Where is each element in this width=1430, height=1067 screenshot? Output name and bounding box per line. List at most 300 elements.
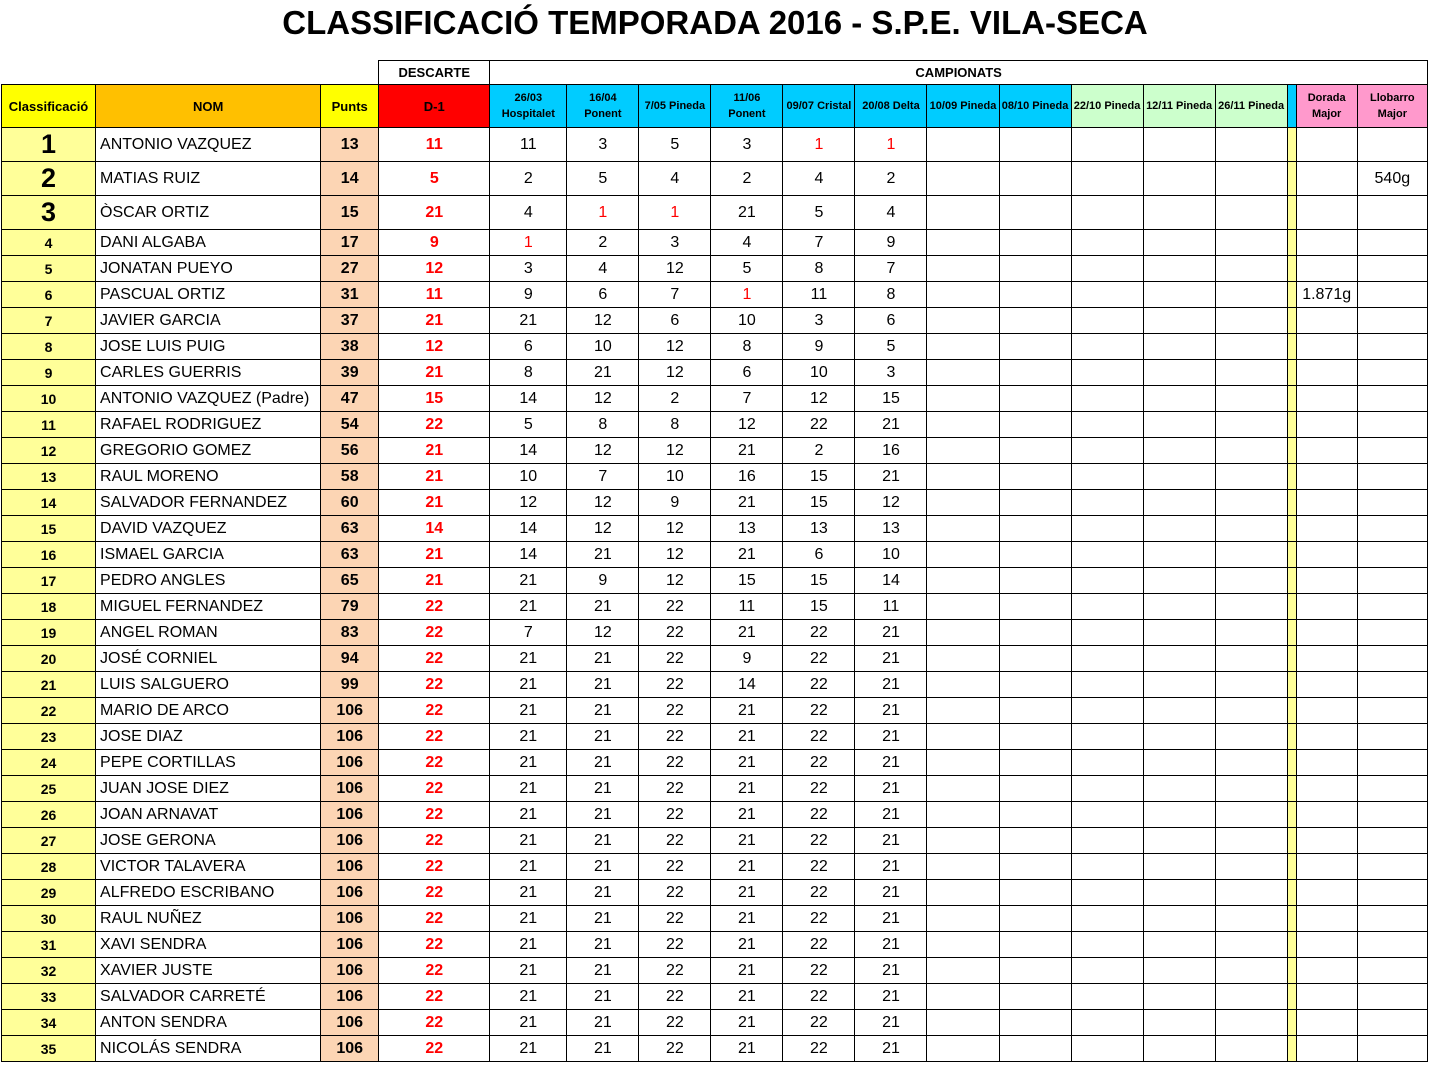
score-cell: [1071, 594, 1143, 620]
score-cell: [927, 386, 999, 412]
score-cell: 10: [639, 464, 711, 490]
dorada-cell: [1296, 162, 1357, 196]
score-cell: [927, 1036, 999, 1062]
score-cell: [1071, 516, 1143, 542]
score-cell: 12: [567, 386, 639, 412]
table-row: [2, 854, 1428, 880]
score-cell: 16: [855, 438, 927, 464]
score-cell: [927, 308, 999, 334]
score-cell: [1071, 360, 1143, 386]
score-cell: 22: [639, 906, 711, 932]
score-cell: 9: [639, 490, 711, 516]
score-cell: [999, 230, 1071, 256]
score-cell: [1143, 932, 1215, 958]
score-cell: 21: [490, 854, 567, 880]
name-cell: PEPE CORTILLAS: [96, 750, 321, 776]
position-cell: 17: [2, 568, 96, 594]
dorada-cell: [1296, 438, 1357, 464]
score-cell: [1071, 490, 1143, 516]
score-cell: [999, 828, 1071, 854]
score-cell: [1215, 412, 1287, 438]
score-cell: [1215, 282, 1287, 308]
score-cell: 21: [490, 724, 567, 750]
score-cell: 22: [783, 828, 855, 854]
score-cell: 14: [490, 438, 567, 464]
score-cell: 15: [855, 386, 927, 412]
score-cell: [1071, 620, 1143, 646]
score-cell: [927, 196, 999, 230]
name-cell: XAVIER JUSTE: [96, 958, 321, 984]
score-cell: [1143, 464, 1215, 490]
extra-header: [1296, 85, 1357, 128]
score-cell: 11: [490, 128, 567, 162]
score-cell: [1215, 464, 1287, 490]
score-cell: 4: [490, 196, 567, 230]
score-cell: 21: [711, 196, 783, 230]
dorada-cell: [1296, 984, 1357, 1010]
score-cell: [999, 308, 1071, 334]
score-cell: [999, 256, 1071, 282]
score-cell: 21: [711, 438, 783, 464]
event-header: [639, 85, 711, 128]
discard-cell: 22: [379, 672, 490, 698]
table-row: [2, 880, 1428, 906]
name-cell: JOAN ARNAVAT: [96, 802, 321, 828]
score-cell: [1143, 196, 1215, 230]
dorada-cell: [1296, 620, 1357, 646]
name-cell: JUAN JOSE DIEZ: [96, 776, 321, 802]
llobarro-cell: [1357, 828, 1427, 854]
dorada-cell: [1296, 958, 1357, 984]
score-cell: 22: [783, 932, 855, 958]
score-cell: 8: [567, 412, 639, 438]
score-cell: [1215, 256, 1287, 282]
points-cell: 47: [321, 386, 379, 412]
separator-cell: [1287, 542, 1296, 568]
score-cell: 12: [639, 516, 711, 542]
llobarro-cell: [1357, 308, 1427, 334]
dorada-cell: [1296, 196, 1357, 230]
score-cell: 1: [639, 196, 711, 230]
score-cell: [999, 542, 1071, 568]
position-cell: 9: [2, 360, 96, 386]
score-cell: 10: [711, 308, 783, 334]
score-cell: [927, 646, 999, 672]
dorada-cell: [1296, 828, 1357, 854]
separator-cell: [1287, 984, 1296, 1010]
table-row: [2, 906, 1428, 932]
score-cell: 2: [639, 386, 711, 412]
score-cell: 21: [711, 620, 783, 646]
points-cell: 83: [321, 620, 379, 646]
llobarro-cell: [1357, 1010, 1427, 1036]
score-cell: 15: [783, 568, 855, 594]
score-cell: [927, 230, 999, 256]
table-row: [2, 230, 1428, 256]
score-cell: 8: [639, 412, 711, 438]
points-cell: 63: [321, 542, 379, 568]
name-cell: VICTOR TALAVERA: [96, 854, 321, 880]
score-cell: 12: [639, 360, 711, 386]
score-cell: [999, 1010, 1071, 1036]
points-cell: 106: [321, 802, 379, 828]
score-cell: 22: [639, 1036, 711, 1062]
score-cell: [999, 464, 1071, 490]
dorada-cell: [1296, 672, 1357, 698]
name-cell: JOSÉ CORNIEL: [96, 646, 321, 672]
position-cell: 24: [2, 750, 96, 776]
group-header-row: [2, 61, 1428, 85]
score-cell: 21: [567, 958, 639, 984]
page-title: CLASSIFICACIÓ TEMPORADA 2016 - S.P.E. VILA-SECA: [282, 4, 1148, 41]
separator-cell: [1287, 698, 1296, 724]
discard-cell: 11: [379, 282, 490, 308]
score-cell: 21: [711, 1036, 783, 1062]
discard-cell: 22: [379, 724, 490, 750]
score-cell: 21: [567, 984, 639, 1010]
score-cell: [1143, 984, 1215, 1010]
score-cell: 21: [567, 672, 639, 698]
table-row: [2, 490, 1428, 516]
dorada-cell: [1296, 256, 1357, 282]
score-cell: 21: [490, 906, 567, 932]
score-cell: [1071, 776, 1143, 802]
points-cell: 54: [321, 412, 379, 438]
score-cell: 22: [639, 958, 711, 984]
dorada-cell: [1296, 932, 1357, 958]
llobarro-cell: [1357, 802, 1427, 828]
score-cell: [927, 128, 999, 162]
score-cell: [999, 724, 1071, 750]
score-cell: 2: [711, 162, 783, 196]
score-cell: 22: [783, 698, 855, 724]
discard-cell: 21: [379, 542, 490, 568]
name-cell: GREGORIO GOMEZ: [96, 438, 321, 464]
score-cell: 12: [567, 308, 639, 334]
score-cell: 5: [639, 128, 711, 162]
name-cell: LUIS SALGUERO: [96, 672, 321, 698]
score-cell: 21: [711, 542, 783, 568]
llobarro-cell: [1357, 906, 1427, 932]
score-cell: 21: [490, 776, 567, 802]
dorada-cell: [1296, 516, 1357, 542]
score-cell: 22: [783, 880, 855, 906]
score-cell: 21: [567, 1036, 639, 1062]
score-cell: 2: [490, 162, 567, 196]
score-cell: [927, 880, 999, 906]
score-cell: [927, 932, 999, 958]
llobarro-cell: [1357, 698, 1427, 724]
score-cell: [999, 516, 1071, 542]
separator-cell: [1287, 196, 1296, 230]
table-row: [2, 282, 1428, 308]
score-cell: [927, 854, 999, 880]
position-cell: 7: [2, 308, 96, 334]
score-cell: [1071, 438, 1143, 464]
score-cell: [999, 594, 1071, 620]
score-cell: [927, 984, 999, 1010]
score-cell: [1071, 128, 1143, 162]
dorada-cell: [1296, 750, 1357, 776]
score-cell: [927, 490, 999, 516]
score-cell: 22: [639, 646, 711, 672]
score-cell: 9: [567, 568, 639, 594]
score-cell: [1215, 620, 1287, 646]
dorada-cell: [1296, 1036, 1357, 1062]
event-header: [1071, 85, 1143, 128]
extra-header-line: Dorada: [1307, 92, 1346, 104]
separator-cell: [1287, 776, 1296, 802]
separator-cell: [1287, 1010, 1296, 1036]
event-header-line: 11/06: [733, 92, 761, 104]
score-cell: [1215, 984, 1287, 1010]
score-cell: 21: [490, 1010, 567, 1036]
score-cell: [1215, 308, 1287, 334]
points-cell: 27: [321, 256, 379, 282]
position-cell: 29: [2, 880, 96, 906]
llobarro-cell: [1357, 932, 1427, 958]
score-cell: 21: [711, 932, 783, 958]
score-cell: [999, 958, 1071, 984]
points-cell: 106: [321, 906, 379, 932]
score-cell: 22: [639, 880, 711, 906]
score-cell: [927, 282, 999, 308]
separator-cell: [1287, 646, 1296, 672]
table-row: [2, 256, 1428, 282]
score-cell: [1215, 162, 1287, 196]
discard-cell: 5: [379, 162, 490, 196]
discard-cell: 22: [379, 828, 490, 854]
score-cell: 21: [490, 698, 567, 724]
score-cell: 5: [490, 412, 567, 438]
score-cell: 22: [639, 698, 711, 724]
table-row: [2, 932, 1428, 958]
position-cell: 5: [2, 256, 96, 282]
score-cell: 21: [855, 802, 927, 828]
dorada-cell: [1296, 906, 1357, 932]
score-cell: [1215, 196, 1287, 230]
score-cell: 3: [711, 128, 783, 162]
score-cell: 21: [490, 984, 567, 1010]
position-cell: 33: [2, 984, 96, 1010]
score-cell: 12: [639, 542, 711, 568]
position-cell: 19: [2, 620, 96, 646]
score-cell: [1071, 958, 1143, 984]
points-cell: 13: [321, 128, 379, 162]
score-cell: [1143, 256, 1215, 282]
dorada-cell: [1296, 880, 1357, 906]
score-cell: 12: [490, 490, 567, 516]
score-cell: [1215, 698, 1287, 724]
points-cell: 106: [321, 750, 379, 776]
score-cell: 22: [783, 1010, 855, 1036]
score-cell: [927, 620, 999, 646]
table-row: [2, 698, 1428, 724]
score-cell: [1215, 568, 1287, 594]
position-cell: 4: [2, 230, 96, 256]
separator-cell: [1287, 162, 1296, 196]
event-header-line: Ponent: [584, 108, 622, 120]
score-cell: [927, 516, 999, 542]
discard-cell: 22: [379, 854, 490, 880]
score-cell: [927, 724, 999, 750]
score-cell: 21: [855, 620, 927, 646]
event-header-line: 08/10 Pineda: [1001, 100, 1069, 112]
points-cell: 58: [321, 464, 379, 490]
table-row: [2, 360, 1428, 386]
separator-cell: [1287, 412, 1296, 438]
score-cell: [927, 542, 999, 568]
score-cell: [999, 490, 1071, 516]
score-cell: 21: [711, 698, 783, 724]
score-cell: [1215, 828, 1287, 854]
score-cell: 21: [855, 1010, 927, 1036]
points-cell: 60: [321, 490, 379, 516]
dorada-cell: [1296, 464, 1357, 490]
score-cell: 1: [490, 230, 567, 256]
score-cell: 21: [490, 308, 567, 334]
score-cell: 5: [567, 162, 639, 196]
score-cell: 1: [855, 128, 927, 162]
position-cell: 6: [2, 282, 96, 308]
separator-cell: [1287, 854, 1296, 880]
separator-cell: [1287, 750, 1296, 776]
points-cell: 106: [321, 776, 379, 802]
column-header-row: [2, 85, 1428, 128]
score-cell: [927, 750, 999, 776]
extra-header-line: Major: [1377, 108, 1407, 120]
score-cell: 13: [783, 516, 855, 542]
score-cell: [999, 750, 1071, 776]
score-cell: [999, 776, 1071, 802]
name-cell: ÒSCAR ORTIZ: [96, 196, 321, 230]
position-cell: 18: [2, 594, 96, 620]
score-cell: 21: [567, 854, 639, 880]
score-cell: 8: [855, 282, 927, 308]
score-cell: 22: [639, 854, 711, 880]
points-cell: 106: [321, 724, 379, 750]
name-cell: RAUL NUÑEZ: [96, 906, 321, 932]
event-header-line: 26/11 Pineda: [1218, 100, 1285, 112]
score-cell: [1143, 542, 1215, 568]
score-cell: 1: [711, 282, 783, 308]
dorada-cell: [1296, 412, 1357, 438]
name-cell: JOSE DIAZ: [96, 724, 321, 750]
dorada-cell: 1.871g: [1296, 282, 1357, 308]
score-cell: 15: [783, 594, 855, 620]
score-cell: 12: [711, 412, 783, 438]
name-cell: ANTONIO VAZQUEZ (Padre): [96, 386, 321, 412]
llobarro-cell: [1357, 196, 1427, 230]
position-cell: 3: [2, 196, 96, 230]
score-cell: [1143, 854, 1215, 880]
separator-cell: [1287, 464, 1296, 490]
dorada-cell: [1296, 776, 1357, 802]
score-cell: 21: [711, 854, 783, 880]
score-cell: [927, 360, 999, 386]
score-cell: [1071, 542, 1143, 568]
table-row: [2, 386, 1428, 412]
points-cell: 106: [321, 958, 379, 984]
score-cell: 21: [490, 880, 567, 906]
name-cell: MATIAS RUIZ: [96, 162, 321, 196]
score-cell: 4: [711, 230, 783, 256]
score-cell: 22: [639, 802, 711, 828]
name-cell: NICOLÁS SENDRA: [96, 1036, 321, 1062]
score-cell: [1071, 464, 1143, 490]
score-cell: [999, 880, 1071, 906]
discard-cell: 22: [379, 776, 490, 802]
score-cell: 22: [639, 724, 711, 750]
score-cell: 3: [490, 256, 567, 282]
score-cell: 14: [855, 568, 927, 594]
score-cell: 8: [783, 256, 855, 282]
name-cell: PEDRO ANGLES: [96, 568, 321, 594]
event-header-line: 26/03: [514, 92, 543, 104]
position-cell: 14: [2, 490, 96, 516]
table-row: [2, 128, 1428, 162]
score-cell: [927, 802, 999, 828]
descarte-group-header: DESCARTE: [379, 61, 490, 85]
score-cell: 22: [639, 750, 711, 776]
llobarro-cell: [1357, 282, 1427, 308]
score-cell: 21: [490, 594, 567, 620]
score-cell: 12: [567, 438, 639, 464]
score-cell: [999, 802, 1071, 828]
separator-cell: [1287, 282, 1296, 308]
discard-cell: 22: [379, 906, 490, 932]
score-cell: 12: [567, 490, 639, 516]
score-cell: 5: [783, 196, 855, 230]
score-cell: [1143, 958, 1215, 984]
score-cell: [1143, 128, 1215, 162]
llobarro-cell: [1357, 854, 1427, 880]
points-cell: 106: [321, 1010, 379, 1036]
llobarro-cell: [1357, 360, 1427, 386]
score-cell: 9: [711, 646, 783, 672]
table-row: [2, 412, 1428, 438]
score-cell: [1143, 1036, 1215, 1062]
name-cell: CARLES GUERRIS: [96, 360, 321, 386]
discard-cell: 22: [379, 594, 490, 620]
discard-cell: 22: [379, 620, 490, 646]
llobarro-cell: [1357, 646, 1427, 672]
score-cell: 2: [855, 162, 927, 196]
discard-cell: 21: [379, 196, 490, 230]
name-cell: JONATAN PUEYO: [96, 256, 321, 282]
score-cell: 22: [639, 672, 711, 698]
discard-cell: 12: [379, 334, 490, 360]
score-cell: [999, 386, 1071, 412]
score-cell: 8: [490, 360, 567, 386]
score-cell: 21: [711, 750, 783, 776]
table-row: [2, 776, 1428, 802]
score-cell: [1215, 230, 1287, 256]
score-cell: 13: [711, 516, 783, 542]
name-cell: ALFREDO ESCRIBANO: [96, 880, 321, 906]
separator-cell: [1287, 802, 1296, 828]
score-cell: [1215, 490, 1287, 516]
score-cell: 12: [639, 438, 711, 464]
score-cell: [1143, 672, 1215, 698]
event-header-line: 16/04: [589, 92, 617, 104]
classification-table: [1, 60, 1428, 1062]
score-cell: [999, 984, 1071, 1010]
score-cell: 21: [855, 776, 927, 802]
llobarro-cell: [1357, 958, 1427, 984]
position-cell: 21: [2, 672, 96, 698]
score-cell: [1215, 334, 1287, 360]
